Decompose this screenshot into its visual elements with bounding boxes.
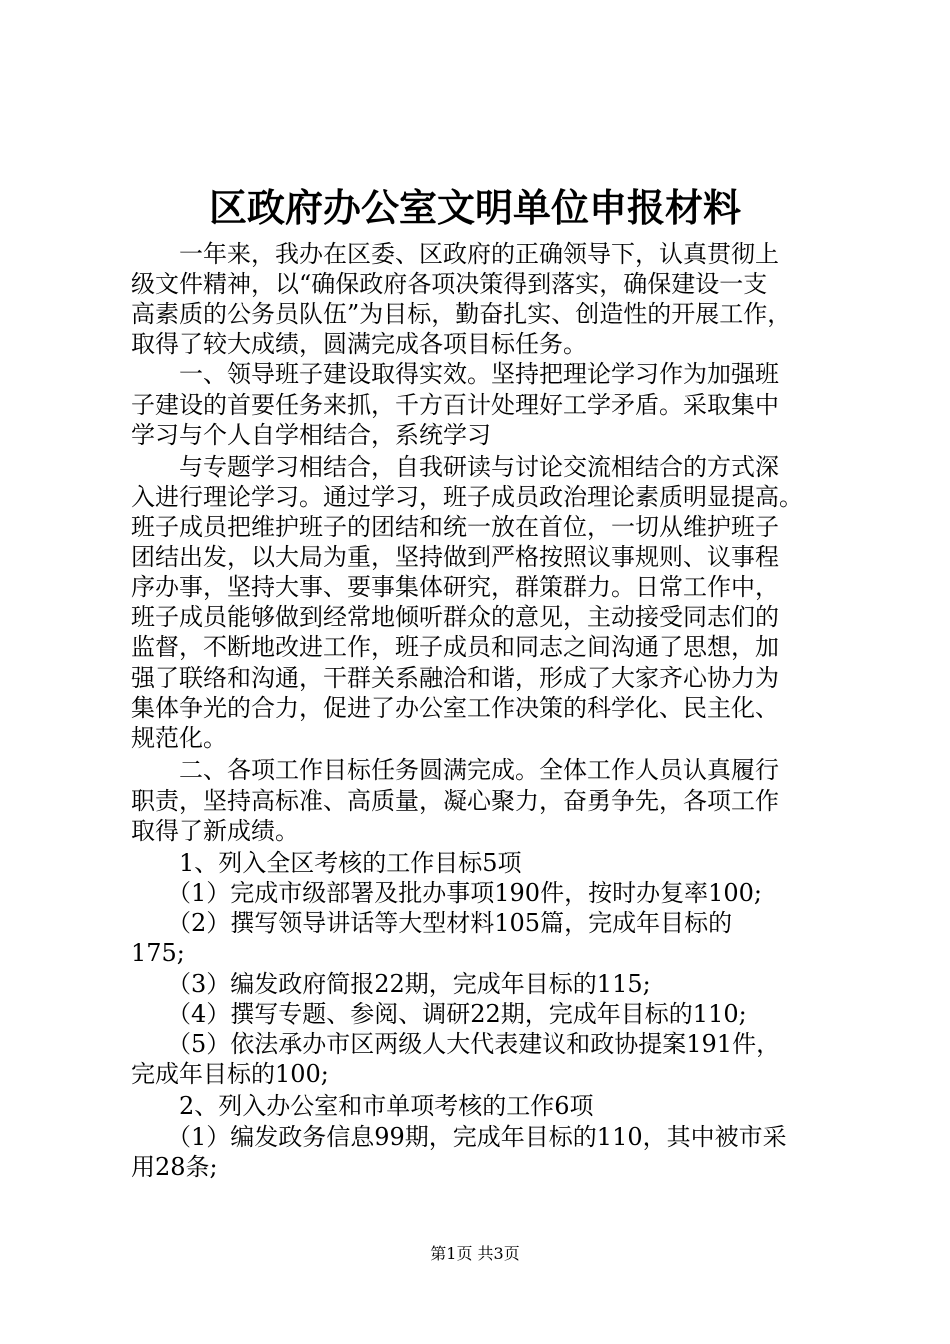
body-line: 取得了新成绩。 xyxy=(131,817,299,845)
page-title: 区政府办公室文明单位申报材料 xyxy=(208,185,741,230)
body-line: 序办事，坚持大事、要事集体研究，群策群力。日常工作中， xyxy=(131,573,779,601)
list-item: 完成年目标的100; xyxy=(131,1060,329,1088)
list-item: 1、列入全区考核的工作目标5项 xyxy=(131,849,522,877)
body-line: 职责，坚持高标准、高质量，凝心聚力，奋勇争先，各项工作 xyxy=(131,787,779,815)
list-item: 175; xyxy=(131,939,185,967)
body-line: 班子成员能够做到经常地倾听群众的意见，主动接受同志们的 xyxy=(131,603,779,631)
body-line: 学习与个人自学相结合，系统学习 xyxy=(131,421,491,449)
body-line: 与专题学习相结合，自我研读与讨论交流相结合的方式深 xyxy=(131,453,779,481)
body-line: 一、领导班子建设取得实效。坚持把理论学习作为加强班 xyxy=(131,360,779,388)
body-line: 高素质的公务员队伍”为目标，勤奋扎实、创造性的开展工作， xyxy=(131,300,792,328)
list-item: （1）完成市级部署及批办事项190件，按时办复率100; xyxy=(131,879,762,907)
list-item: 用28条; xyxy=(131,1153,218,1181)
body-line: 集体争光的合力，促进了办公室工作决策的科学化、民主化、 xyxy=(131,694,779,722)
list-item: （4）撰写专题、参阅、调研22期，完成年目标的110; xyxy=(131,1000,747,1028)
list-item: （1）编发政务信息99期，完成年目标的110，其中被市采 xyxy=(131,1123,787,1151)
body-line: 规范化。 xyxy=(131,724,227,752)
page-footer: 第1页 共3页 xyxy=(430,1244,520,1263)
body-line: 监督，不断地改进工作，班子成员和同志之间沟通了思想，加 xyxy=(131,633,779,661)
body-line: 子建设的首要任务来抓，千方百计处理好工学矛盾。采取集中 xyxy=(131,391,779,419)
body-line: 取得了较大成绩，圆满完成各项目标任务。 xyxy=(131,330,587,358)
list-item: （5）依法承办市区两级人大代表建议和政协提案191件， xyxy=(131,1030,781,1058)
body-line: 强了联络和沟通，干群关系融洽和谐，形成了大家齐心协力为 xyxy=(131,664,779,692)
body-line: 二、各项工作目标任务圆满完成。全体工作人员认真履行 xyxy=(131,756,779,784)
body-line: 级文件精神，以“确保政府各项决策得到落实，确保建设一支 xyxy=(131,270,768,298)
list-item: （2）撰写领导讲话等大型材料105篇，完成年目标的 xyxy=(131,909,733,937)
body-line: 团结出发，以大局为重，坚持做到严格按照议事规则、议事程 xyxy=(131,543,779,571)
body-line: 一年来，我办在区委、区政府的正确领导下，认真贯彻上 xyxy=(131,240,779,268)
body-line: 入进行理论学习。通过学习，班子成员政治理论素质明显提高。 xyxy=(131,483,803,511)
body-line: 班子成员把维护班子的团结和统一放在首位，一切从维护班子 xyxy=(131,513,779,541)
list-item: 2、列入办公室和市单项考核的工作6项 xyxy=(131,1092,594,1120)
list-item: （3）编发政府简报22期，完成年目标的115; xyxy=(131,970,651,998)
